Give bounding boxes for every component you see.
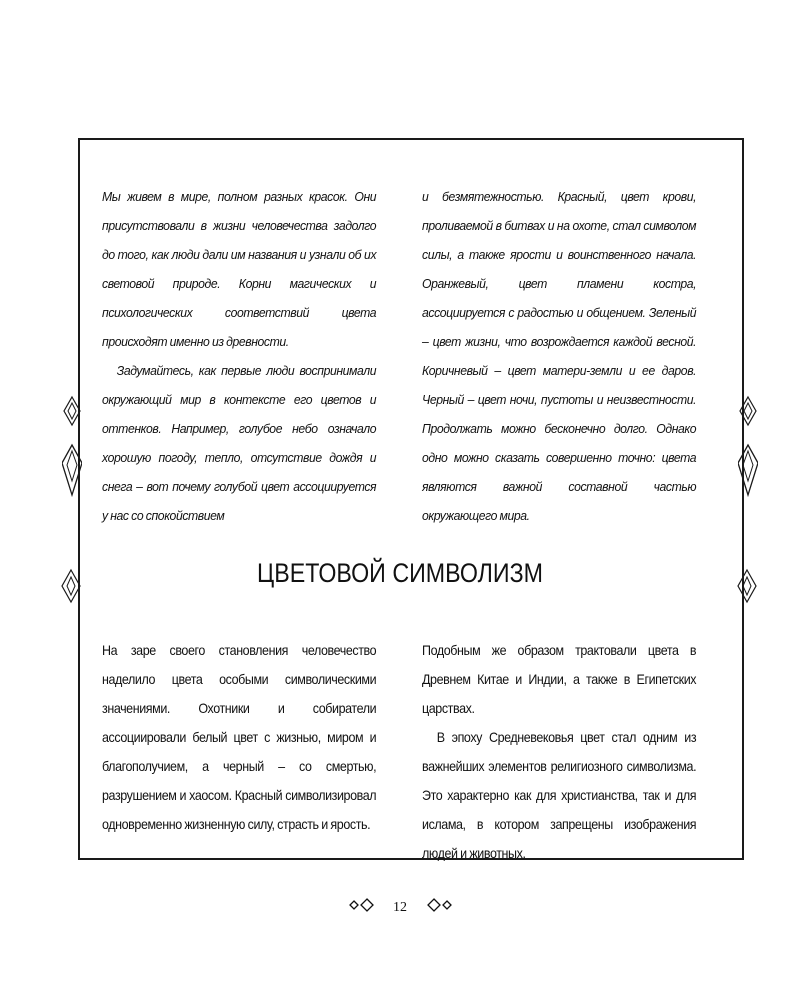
intro-left-column — [102, 182, 376, 530]
intro-paragraph-3: и безмятежностью. Красный, цвет крови, проливаемой в битвах и на охоте, стал символом силы, а также ярости и воинственного начала. Оранжевый, цвет пламени костра, ассоциируется с радостью и общением. Зеленый – цвет жизни, что возрождается каждой весной. Коричневый – цвет матери-земли и ее даров. Черный – цвет ночи, пустоты и неизвестности. Продолжать можно бесконечно долго. Однако одно можно сказать совершенно точно: цвета являются важной составной частью окружающего мира. — [422, 189, 697, 523]
double-diamond-icon — [348, 898, 374, 917]
intro-right-column — [422, 182, 696, 530]
page-number: 12 — [393, 899, 407, 915]
section-right-column — [422, 636, 696, 868]
left-ornament-icon — [62, 395, 80, 485]
section-columns — [102, 636, 720, 868]
double-diamond-icon — [427, 898, 453, 917]
section-left-column — [102, 636, 376, 868]
right-ornament-icon — [738, 395, 756, 485]
section-paragraph-2: Подобным же образом трактовали цвета в Древнем Китае и Индии, а также в Египетских царствах. — [422, 643, 697, 716]
section-paragraph-3: В эпоху Средневековья цвет стал одним из важнейших элементов религиозного символизма. Это характерно как для христианства, так и для ислама, в котором запрещены изображения людей и животных. — [422, 730, 697, 861]
intro-columns — [102, 182, 720, 530]
section-title: ЦВЕТОВОЙ СИМВОЛИЗМ — [257, 558, 543, 588]
intro-paragraph-1: Мы живем в мире, полном разных красок. Они присутствовали в жизни человечества задолго до того, как люди дали им названия и узнали об их световой природе. Корни магических и психологических соответствий цвета происходят именно из древности. — [102, 189, 377, 349]
intro-paragraph-2: Задумайтесь, как первые люди воспринимали окружающий мир в контексте его цветов и оттенков. Например, голубое небо означало хорошую погоду, тепло, отсутствие дождя и снега – вот почему голубой цвет ассоциируется у нас со спокойствием — [102, 363, 377, 523]
page-footer — [0, 898, 800, 917]
section-paragraph-1: На заре своего становления человечество наделило цвета особыми символическими значениями. Охотники и собиратели ассоциировали белый цвет с жизнью, миром и благополучием, а черный – со смертью, разрушением и хаосом. Красный символизировал одновременно жизненную силу, страсть и ярость. — [102, 643, 377, 832]
